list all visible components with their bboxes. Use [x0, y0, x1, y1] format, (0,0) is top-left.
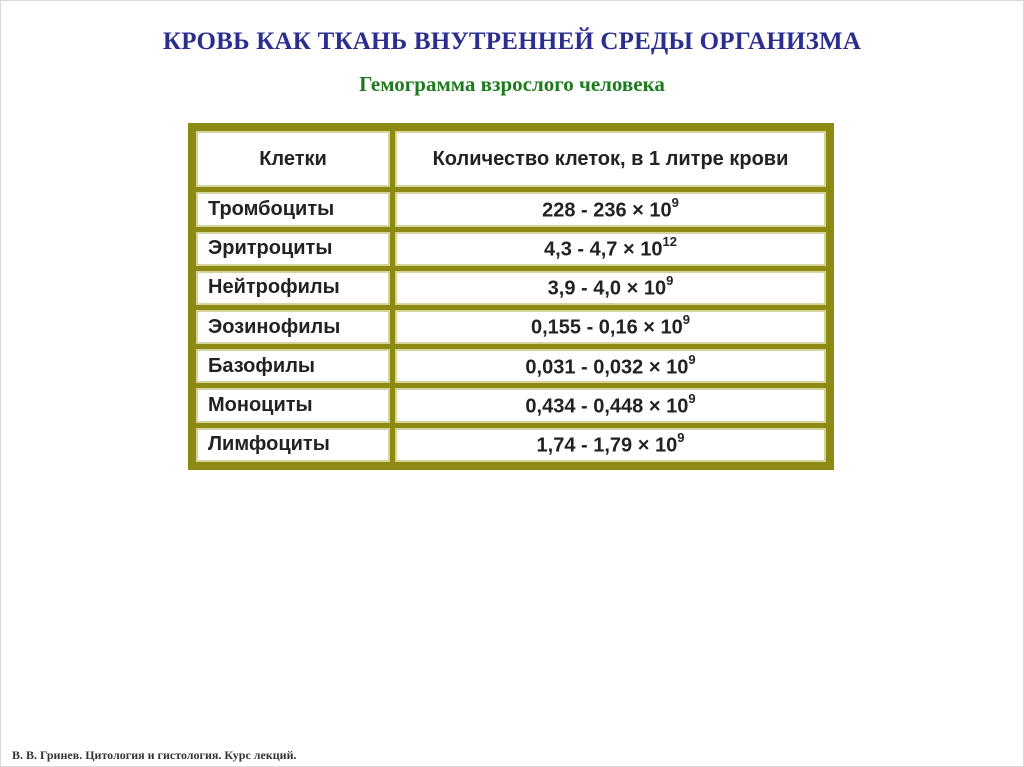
cell-value — [395, 310, 826, 344]
table-row — [196, 428, 826, 462]
cell-name: Эозинофилы — [196, 310, 390, 344]
value-exponent: 12 — [662, 233, 677, 249]
times-sign: × — [626, 277, 639, 300]
cell-value — [395, 192, 826, 226]
value-exponent: 9 — [688, 351, 696, 367]
value-base: 10 — [660, 316, 683, 339]
value-exponent: 9 — [666, 273, 674, 289]
cell-value — [395, 349, 826, 383]
value-range: 4,3 - 4,7 — [544, 238, 618, 261]
value-exponent: 9 — [688, 390, 696, 406]
cell-name: Лимфоциты — [196, 428, 390, 462]
value-base: 10 — [643, 277, 667, 300]
value-base: 10 — [654, 434, 678, 457]
header-count: Количество клеток, в 1 литре крови — [395, 131, 826, 187]
value-range: 0,031 - 0,032 — [525, 356, 644, 379]
value-range: 228 - 236 — [542, 199, 627, 222]
value-base: 10 — [640, 238, 663, 261]
value-exponent: 9 — [677, 430, 685, 446]
times-sign: × — [622, 238, 635, 261]
cell-value — [395, 232, 826, 266]
cell-value — [395, 388, 826, 422]
cell-name: Эритроциты — [196, 232, 390, 266]
cell-name: Базофилы — [196, 349, 390, 383]
table-row — [196, 349, 826, 383]
hemogram-table-frame — [188, 123, 834, 470]
cell-name: Моноциты — [196, 388, 390, 422]
value-range: 0,434 - 0,448 — [525, 395, 644, 418]
times-sign: × — [637, 434, 650, 457]
cell-name: Тромбоциты — [196, 192, 390, 226]
header-cells: Клетки — [196, 131, 390, 187]
times-sign: × — [648, 356, 661, 379]
value-base: 10 — [666, 395, 689, 418]
table-row — [196, 232, 826, 266]
slide-title: КРОВЬ КАК ТКАНЬ ВНУТРЕННЕЙ СРЕДЫ ОРГАНИЗМА — [162, 28, 862, 55]
table-row — [196, 192, 826, 226]
value-exponent: 9 — [682, 312, 691, 328]
times-sign: × — [648, 395, 661, 418]
times-sign: × — [632, 199, 644, 222]
cell-value — [395, 271, 826, 305]
footer-citation: В. В. Гринев. Цитология и гистология. Курс лекций. — [12, 748, 297, 762]
cell-name: Нейтрофилы — [196, 271, 390, 305]
table-row — [196, 388, 826, 422]
hemogram-table — [191, 126, 831, 467]
times-sign: × — [643, 316, 655, 339]
value-range: 0,155 - 0,16 — [530, 316, 638, 339]
table-row — [196, 271, 826, 305]
cell-value — [395, 428, 826, 462]
slide-subtitle: Гемограмма взрослого человека — [359, 72, 665, 96]
value-exponent: 9 — [671, 194, 679, 210]
value-range: 1,74 - 1,79 — [536, 434, 633, 457]
value-range: 3,9 - 4,0 — [547, 277, 622, 300]
table-row — [196, 310, 826, 344]
value-base: 10 — [649, 199, 672, 222]
value-base: 10 — [666, 356, 689, 379]
table-header-row — [196, 131, 826, 187]
